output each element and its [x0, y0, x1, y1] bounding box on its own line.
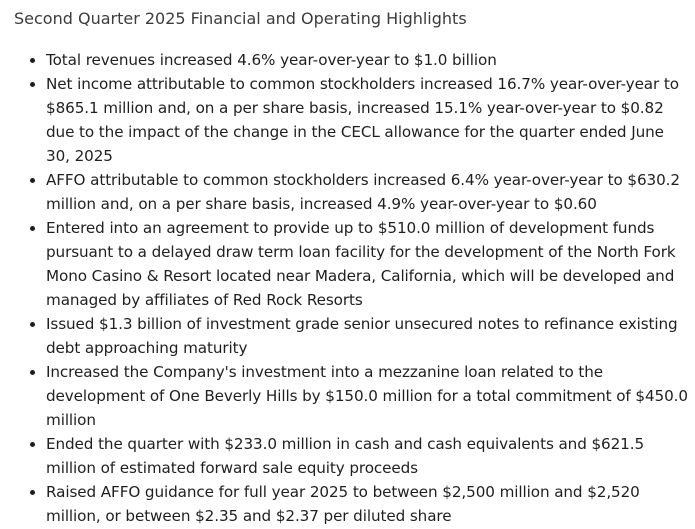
list-item — [0, 216, 695, 312]
bullet-icon — [30, 226, 35, 231]
bullet-icon — [30, 490, 35, 495]
list-item — [0, 432, 695, 480]
list-item-text: Issued $1.3 billion of investment grade senior unsecured notes to refinance existing debt approaching maturity — [46, 315, 678, 357]
bullet-icon — [30, 442, 35, 447]
bullet-icon — [30, 58, 35, 63]
list-item-text: Raised AFFO guidance for full year 2025 to between $2,500 million and $2,520 million, or between $2.35 and $2.37 per diluted share — [46, 483, 640, 525]
list-item — [0, 72, 695, 168]
list-item — [0, 312, 695, 360]
list-item — [0, 480, 695, 528]
bullet-icon — [30, 322, 35, 327]
list-item-text: Entered into an agreement to provide up to $510.0 million of development funds pursuant to a delayed draw term loan facility for the development of the North Fork Mono Casino & Resort located near Madera, California, which will be developed and managed by affiliates of Red Rock Resorts — [46, 219, 676, 309]
list-item-text: Increased the Company's investment into a mezzanine loan related to the development of One Beverly Hills by $150.0 million for a total commitment of $450.0 million — [46, 363, 688, 429]
list-item-text: Ended the quarter with $233.0 million in cash and cash equivalents and $621.5 million of estimated forward sale equity proceeds — [46, 435, 645, 477]
bullet-icon — [30, 82, 35, 87]
highlights-list — [0, 48, 695, 528]
list-item-text: AFFO attributable to common stockholders increased 6.4% year-over-year to $630.2 million and, on a per share basis, increased 4.9% year-over-year to $0.60 — [46, 171, 680, 213]
list-item-text: Net income attributable to common stockholders increased 16.7% year-over-year to $865.1 million and, on a per share basis, increased 15.1% year-over-year to $0.82 due to the impact of the change in the CECL allowance for the quarter ended June 30, 2025 — [46, 75, 679, 165]
list-item-text: Total revenues increased 4.6% year-over-year to $1.0 billion — [46, 51, 497, 69]
list-item — [0, 168, 695, 216]
list-item — [0, 48, 695, 72]
bullet-icon — [30, 178, 35, 183]
section-heading: Second Quarter 2025 Financial and Operating Highlights — [14, 9, 467, 28]
list-item — [0, 360, 695, 432]
bullet-icon — [30, 370, 35, 375]
